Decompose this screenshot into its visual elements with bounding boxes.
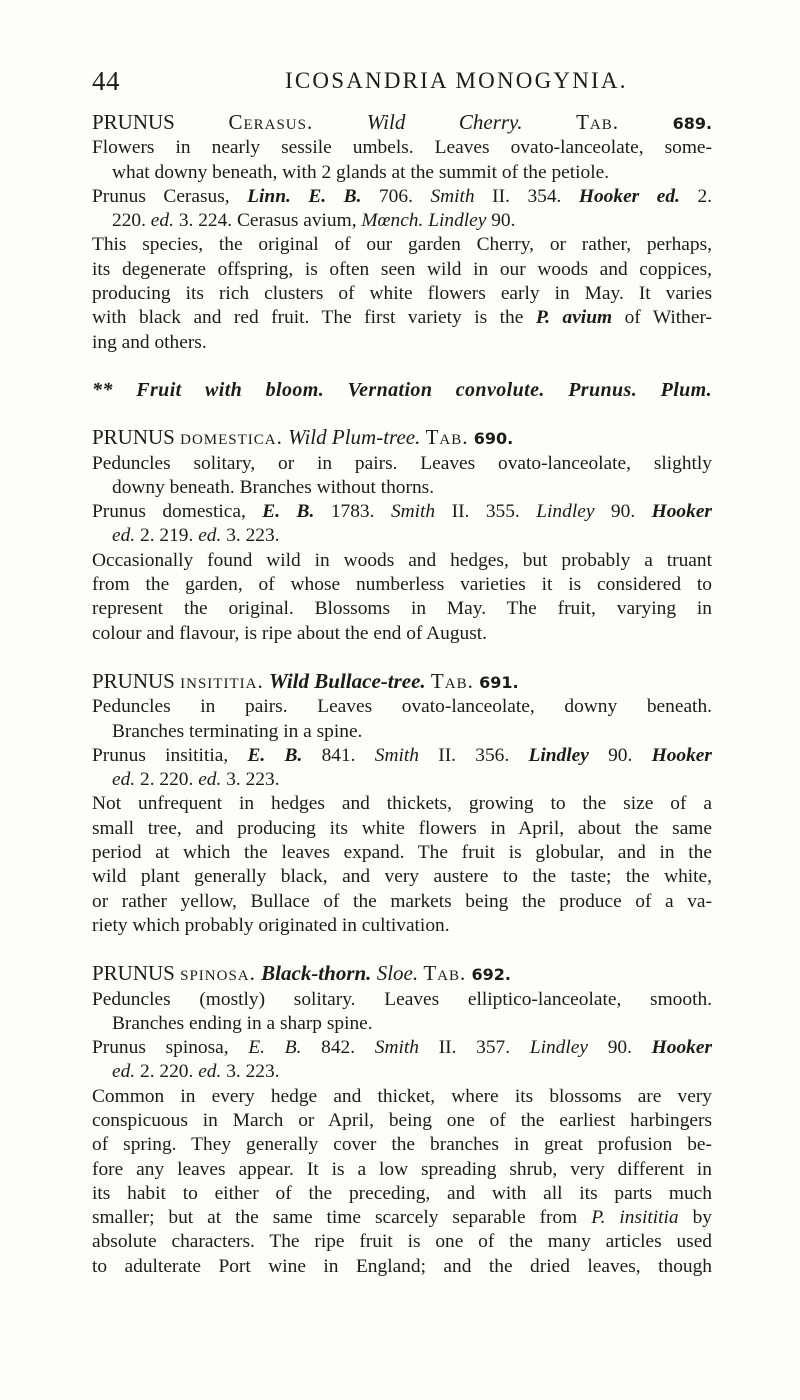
description-line: downy beneath. Branches without thorns. [112, 476, 435, 498]
note-line: or rather yellow, Bullace of the markets being the produce of a va- [92, 890, 712, 912]
synonymy-line: ed. 2. 219. ed. 3. 223. [112, 525, 280, 547]
note-line: smaller; but at the same time scarcely separable from P. insititia by [92, 1207, 712, 1229]
note-line: This species, the original of our garden Cherry, or rather, perhaps, [92, 234, 712, 256]
note-line: small tree, and producing its white flowers in April, about the same [92, 817, 712, 839]
running-title: ICOSANDRIA MONOGYNIA. [285, 68, 628, 93]
synonymy-line: Prunus Cerasus, Linn. E. B. 706. Smith II. 354. Hooker ed. 2. [92, 185, 712, 207]
section-heading: ** Fruit with bloom. Vernation convolute. Prunus. Plum. [92, 378, 713, 401]
entry-prunus-cerasus [92, 110, 712, 355]
synonymy-line: 220. ed. 3. 224. Cerasus avium, Mœnch. Lindley 90. [112, 210, 516, 232]
entry-prunus-insititia [92, 669, 712, 938]
plate-number: 691. [479, 672, 519, 692]
note-line: Not unfrequent in hedges and thickets, growing to the size of a [92, 793, 712, 815]
entry-prunus-domestica [92, 425, 712, 646]
description-line: Flowers in nearly sessile umbels. Leaves ovato-lanceolate, some- [92, 137, 712, 159]
description-line: what downy beneath, with 2 glands at the summit of the petiole. [112, 161, 610, 183]
synonymy-line: Prunus insititia, E. B. 841. Smith II. 356. Lindley 90. Hooker [92, 744, 712, 766]
synonymy-line: ed. 2. 220. ed. 3. 223. [112, 769, 280, 791]
entry-heading: PRUNUS domestica. Wild Plum-tree. Tab. 690. [92, 425, 514, 450]
page-header [0, 66, 800, 100]
note-line: represent the original. Blossoms in May. The fruit, varying in [92, 598, 712, 620]
synonymy-line: Prunus domestica, E. B. 1783. Smith II. 355. Lindley 90. Hooker [92, 501, 712, 523]
note-line: absolute characters. The ripe fruit is one of the many articles used [92, 1231, 712, 1253]
description-line: Peduncles (mostly) solitary. Leaves elliptico-lanceolate, smooth. [92, 988, 712, 1010]
page-number: 44 [92, 66, 120, 96]
note-line: period at which the leaves expand. The fruit is globular, and in the [92, 842, 712, 864]
entry-heading: PRUNUS insititia. Wild Bullace-tree. Tab. 691. [92, 668, 519, 693]
plate-number: 690. [473, 429, 514, 449]
description-line: Branches terminating in a spine. [112, 720, 363, 742]
synonymy-line: ed. 2. 220. ed. 3. 223. [112, 1061, 280, 1083]
page-body [92, 110, 712, 1279]
description-line: Peduncles solitary, or in pairs. Leaves ovato-lanceolate, slightly [92, 452, 712, 474]
entry-heading: PRUNUS Cerasus. Wild Cherry. Tab. 689. [92, 110, 713, 134]
description-line: Peduncles in pairs. Leaves ovato-lanceolate, downy beneath. [92, 696, 712, 718]
note-line: with black and red fruit. The first variety is the P. avium of Wither- [92, 307, 712, 329]
entry-prunus-spinosa [92, 961, 712, 1279]
note-line: of spring. They generally cover the branches in great profusion be- [92, 1134, 712, 1156]
description-line: Branches ending in a sharp spine. [112, 1012, 373, 1034]
note-line: Occasionally found wild in woods and hedges, but probably a truant [92, 549, 712, 571]
note-line: producing its rich clusters of white flowers early in May. It varies [92, 283, 712, 305]
note-line: ing and others. [92, 331, 207, 353]
note-line: fore any leaves appear. It is a low spreading shrub, very different in [92, 1158, 712, 1180]
note-line: its habit to either of the preceding, and with all its parts much [92, 1182, 712, 1204]
plate-number: 692. [471, 965, 511, 985]
entry-heading: PRUNUS spinosa. Black-thorn. Sloe. Tab. 692. [92, 961, 511, 986]
note-line: its degenerate offspring, is often seen wild in our woods and coppices, [92, 258, 712, 280]
plate-number: 689. [672, 114, 713, 133]
note-line: to adulterate Port wine in England; and the dried leaves, though [92, 1255, 712, 1277]
note-line: Common in every hedge and thicket, where its blossoms are very [92, 1085, 712, 1107]
note-line: wild plant generally black, and very austere to the taste; the white, [92, 866, 712, 888]
note-line: riety which probably originated in cultivation. [92, 914, 450, 936]
note-line: colour and flavour, is ripe about the end of August. [92, 622, 488, 644]
note-line: conspicuous in March or April, being one of the earliest harbingers [92, 1109, 712, 1131]
note-line: from the garden, of whose numberless varieties it is considered to [92, 574, 712, 596]
synonymy-line: Prunus spinosa, E. B. 842. Smith II. 357. Lindley 90. Hooker [92, 1037, 712, 1059]
